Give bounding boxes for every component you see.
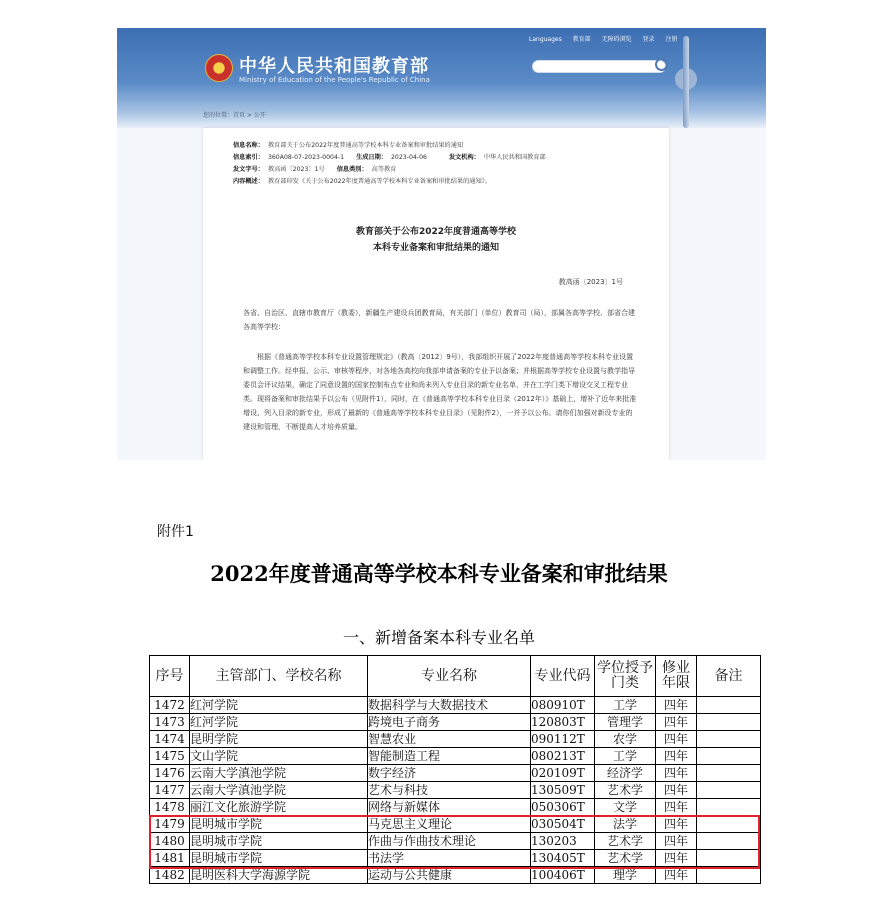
table-row: [150, 833, 761, 850]
header-no: 序号: [150, 656, 190, 697]
header-category: 学位授予门类: [595, 656, 656, 697]
cell-remark: [697, 782, 761, 799]
search-icon[interactable]: [655, 58, 668, 71]
section-title: 一、新增备案本科专业名单: [342, 628, 535, 647]
cell-major: 跨境电子商务: [368, 714, 531, 731]
cell-school: 昆明城市学院: [190, 833, 368, 850]
cell-code: 130509T: [531, 782, 595, 799]
article-doc-number: 教高函〔2023〕1号: [558, 278, 623, 286]
document-title: 2022年度普通高等学校本科专业备案和审批结果: [210, 561, 668, 586]
cell-code: 030504T: [531, 816, 595, 833]
cell-remark: [697, 731, 761, 748]
cell-years: 四年: [656, 731, 697, 748]
cell-no: 1473: [150, 714, 190, 731]
cell-remark: [697, 867, 761, 884]
cell-no: 1477: [150, 782, 190, 799]
table-header-row: [150, 656, 761, 697]
cell-category: 理学: [595, 867, 656, 884]
header-years: 修业年限: [656, 656, 697, 697]
meta-label: 发文机构：: [448, 154, 480, 161]
cell-years: 四年: [656, 867, 697, 884]
top-links: [529, 34, 687, 43]
table-row: [150, 816, 761, 833]
cell-code: 080910T: [531, 697, 595, 714]
meta-label: 信息类别：: [336, 166, 368, 173]
cell-no: 1479: [150, 816, 190, 833]
top-link-languages[interactable]: Languages: [529, 36, 562, 43]
cell-no: 1480: [150, 833, 190, 850]
cell-code: 130405T: [531, 850, 595, 867]
cell-major: 书法学: [368, 850, 531, 867]
cell-years: 四年: [656, 765, 697, 782]
cell-category: 艺术学: [595, 850, 656, 867]
cell-no: 1476: [150, 765, 190, 782]
meta-label: 生成日期：: [356, 154, 387, 161]
cell-years: 四年: [656, 850, 697, 867]
top-link-accessibility[interactable]: 无障碍浏览: [601, 36, 632, 43]
cell-major: 数据科学与大数据技术: [368, 697, 531, 714]
top-link-moe[interactable]: 教育部: [572, 36, 591, 43]
cell-code: 120803T: [531, 714, 595, 731]
cell-years: 四年: [656, 714, 697, 731]
cell-school: 昆明城市学院: [190, 850, 368, 867]
meta-label: 信息索引：: [233, 154, 264, 161]
cell-no: 1478: [150, 799, 190, 816]
table-row: [150, 697, 761, 714]
cell-category: 艺术学: [595, 833, 656, 850]
cell-no: 1482: [150, 867, 190, 884]
meta-value: 中华人民共和国教育部: [483, 154, 546, 161]
cell-remark: [697, 697, 761, 714]
site-header: [117, 28, 766, 128]
cell-category: 艺术学: [595, 782, 656, 799]
meta-label: 内容概述：: [233, 178, 264, 185]
ministry-name-cn: 中华人民共和国教育部: [239, 56, 429, 77]
table-row: [150, 867, 761, 884]
meta-docno-row: [233, 164, 396, 173]
cell-code: 100406T: [531, 867, 595, 884]
cell-major: 智能制造工程: [368, 748, 531, 765]
meta-value: 教高函〔2023〕1号: [267, 166, 325, 173]
cell-remark: [697, 714, 761, 731]
cell-school: 云南大学滇池学院: [190, 765, 368, 782]
header-remark: 备注: [697, 656, 761, 697]
cell-school: 文山学院: [190, 748, 368, 765]
meta-value: 360A08-07-2023-0004-1: [267, 154, 345, 161]
breadcrumb[interactable]: 您的位置：首页 > 公开: [203, 112, 266, 119]
cell-school: 丽江文化旅游学院: [190, 799, 368, 816]
cell-no: 1475: [150, 748, 190, 765]
cell-years: 四年: [656, 799, 697, 816]
cell-major: 艺术与科技: [368, 782, 531, 799]
cell-years: 四年: [656, 748, 697, 765]
table-row: [150, 765, 761, 782]
cell-remark: [697, 748, 761, 765]
cell-code: 020109T: [531, 765, 595, 782]
ministry-website-screenshot: [117, 28, 766, 460]
meta-value: 教育部印发《关于公布2022年度普通高等学校本科专业备案和审批结果的通知》。: [267, 178, 491, 185]
cell-years: 四年: [656, 697, 697, 714]
article-panel: [203, 128, 669, 460]
meta-value: 2023-04-06: [391, 154, 427, 161]
cell-code: 080213T: [531, 748, 595, 765]
meta-label: 信息名称：: [233, 142, 264, 149]
cell-category: 工学: [595, 748, 656, 765]
table-row: [150, 731, 761, 748]
cell-major: 作曲与作曲技术理论: [368, 833, 531, 850]
cell-remark: [697, 850, 761, 867]
attachment-label: 附件1: [157, 524, 194, 540]
cell-category: 经济学: [595, 765, 656, 782]
cell-no: 1472: [150, 697, 190, 714]
table-row: [150, 799, 761, 816]
majors-table: [149, 655, 761, 884]
top-link-login[interactable]: 登录: [642, 36, 655, 43]
article-title-line1: 教育部关于公布2022年度普通高等学校: [355, 227, 517, 237]
cell-remark: [697, 833, 761, 850]
top-link-register[interactable]: 注册: [665, 36, 678, 43]
cell-years: 四年: [656, 816, 697, 833]
cell-major: 智慧农业: [368, 731, 531, 748]
meta-value: 高等教育: [371, 166, 397, 173]
article-title-line2: 本科专业备案和审批结果的通知: [372, 243, 499, 253]
header-school: 主管部门、学校名称: [190, 656, 368, 697]
article-body: 根据《普通高等学校本科专业设置管理规定》（教高〔2012〕9号），我部组织开展了2022年度普通高等学校本科专业设置和调整工作。经申报、公示、审核等程序，对各地各高校向我部申请备案的专业予以备案；并根据高等学校专业设置与教学指导委员会评议结果，确定了同意设置的国家控制布点专业和尚未列入专业目录的新专业名单，并在工学门类下增设交叉工程专业类。现将备案和审批结果予以公布（见附件1），同时，在《普通高等学校本科专业目录（2012年）》基础上，增补了近年来批准增设、列入目录的新专业，形成了最新的《普通高等学校本科专业目录》（见附件2），一并予以公布。请你们加强对新设专业的建设和管理，不断提高人才培养质量。: [243, 353, 637, 431]
cell-school: 红河学院: [190, 697, 368, 714]
meta-label: 发文字号：: [233, 166, 264, 173]
table-row: [150, 782, 761, 799]
cell-school: 昆明城市学院: [190, 816, 368, 833]
ministry-name-en: Ministry of Education of the People's Republic of China: [239, 76, 430, 84]
cell-remark: [697, 799, 761, 816]
cell-major: 运动与公共健康: [368, 867, 531, 884]
cell-years: 四年: [656, 833, 697, 850]
cell-school: 昆明医科大学海源学院: [190, 867, 368, 884]
cell-years: 四年: [656, 782, 697, 799]
table-row: [150, 714, 761, 731]
meta-summary-row: [233, 176, 491, 185]
cell-remark: [697, 816, 761, 833]
cell-no: 1474: [150, 731, 190, 748]
cell-category: 文学: [595, 799, 656, 816]
cell-code: 130203: [531, 833, 595, 850]
cell-no: 1481: [150, 850, 190, 867]
cell-major: 网络与新媒体: [368, 799, 531, 816]
cell-category: 法学: [595, 816, 656, 833]
meta-value: 教育部关于公布2022年度普通高等学校本科专业备案和审批结果的通知: [267, 142, 464, 149]
cell-category: 工学: [595, 697, 656, 714]
cell-remark: [697, 765, 761, 782]
table-row: [150, 850, 761, 867]
cell-code: 090112T: [531, 731, 595, 748]
header-code: 专业代码: [531, 656, 595, 697]
article-salutation: 各省、自治区、直辖市教育厅（教委），新疆生产建设兵团教育局，有关部门（单位）教育司（局），部属各高等学校、部省合建各高等学校：: [243, 309, 635, 331]
cell-school: 红河学院: [190, 714, 368, 731]
national-emblem-icon: [205, 54, 233, 82]
cell-category: 农学: [595, 731, 656, 748]
cell-major: 马克思主义理论: [368, 816, 531, 833]
cell-code: 050306T: [531, 799, 595, 816]
meta-index-row: [233, 152, 546, 161]
cell-major: 数字经济: [368, 765, 531, 782]
cell-school: 昆明学院: [190, 731, 368, 748]
site-search-input[interactable]: [532, 60, 666, 73]
cell-school: 云南大学滇池学院: [190, 782, 368, 799]
cell-category: 管理学: [595, 714, 656, 731]
header-major: 专业名称: [368, 656, 531, 697]
tower-illustration: [683, 36, 689, 128]
meta-info-name: [233, 140, 463, 149]
table-row: [150, 748, 761, 765]
